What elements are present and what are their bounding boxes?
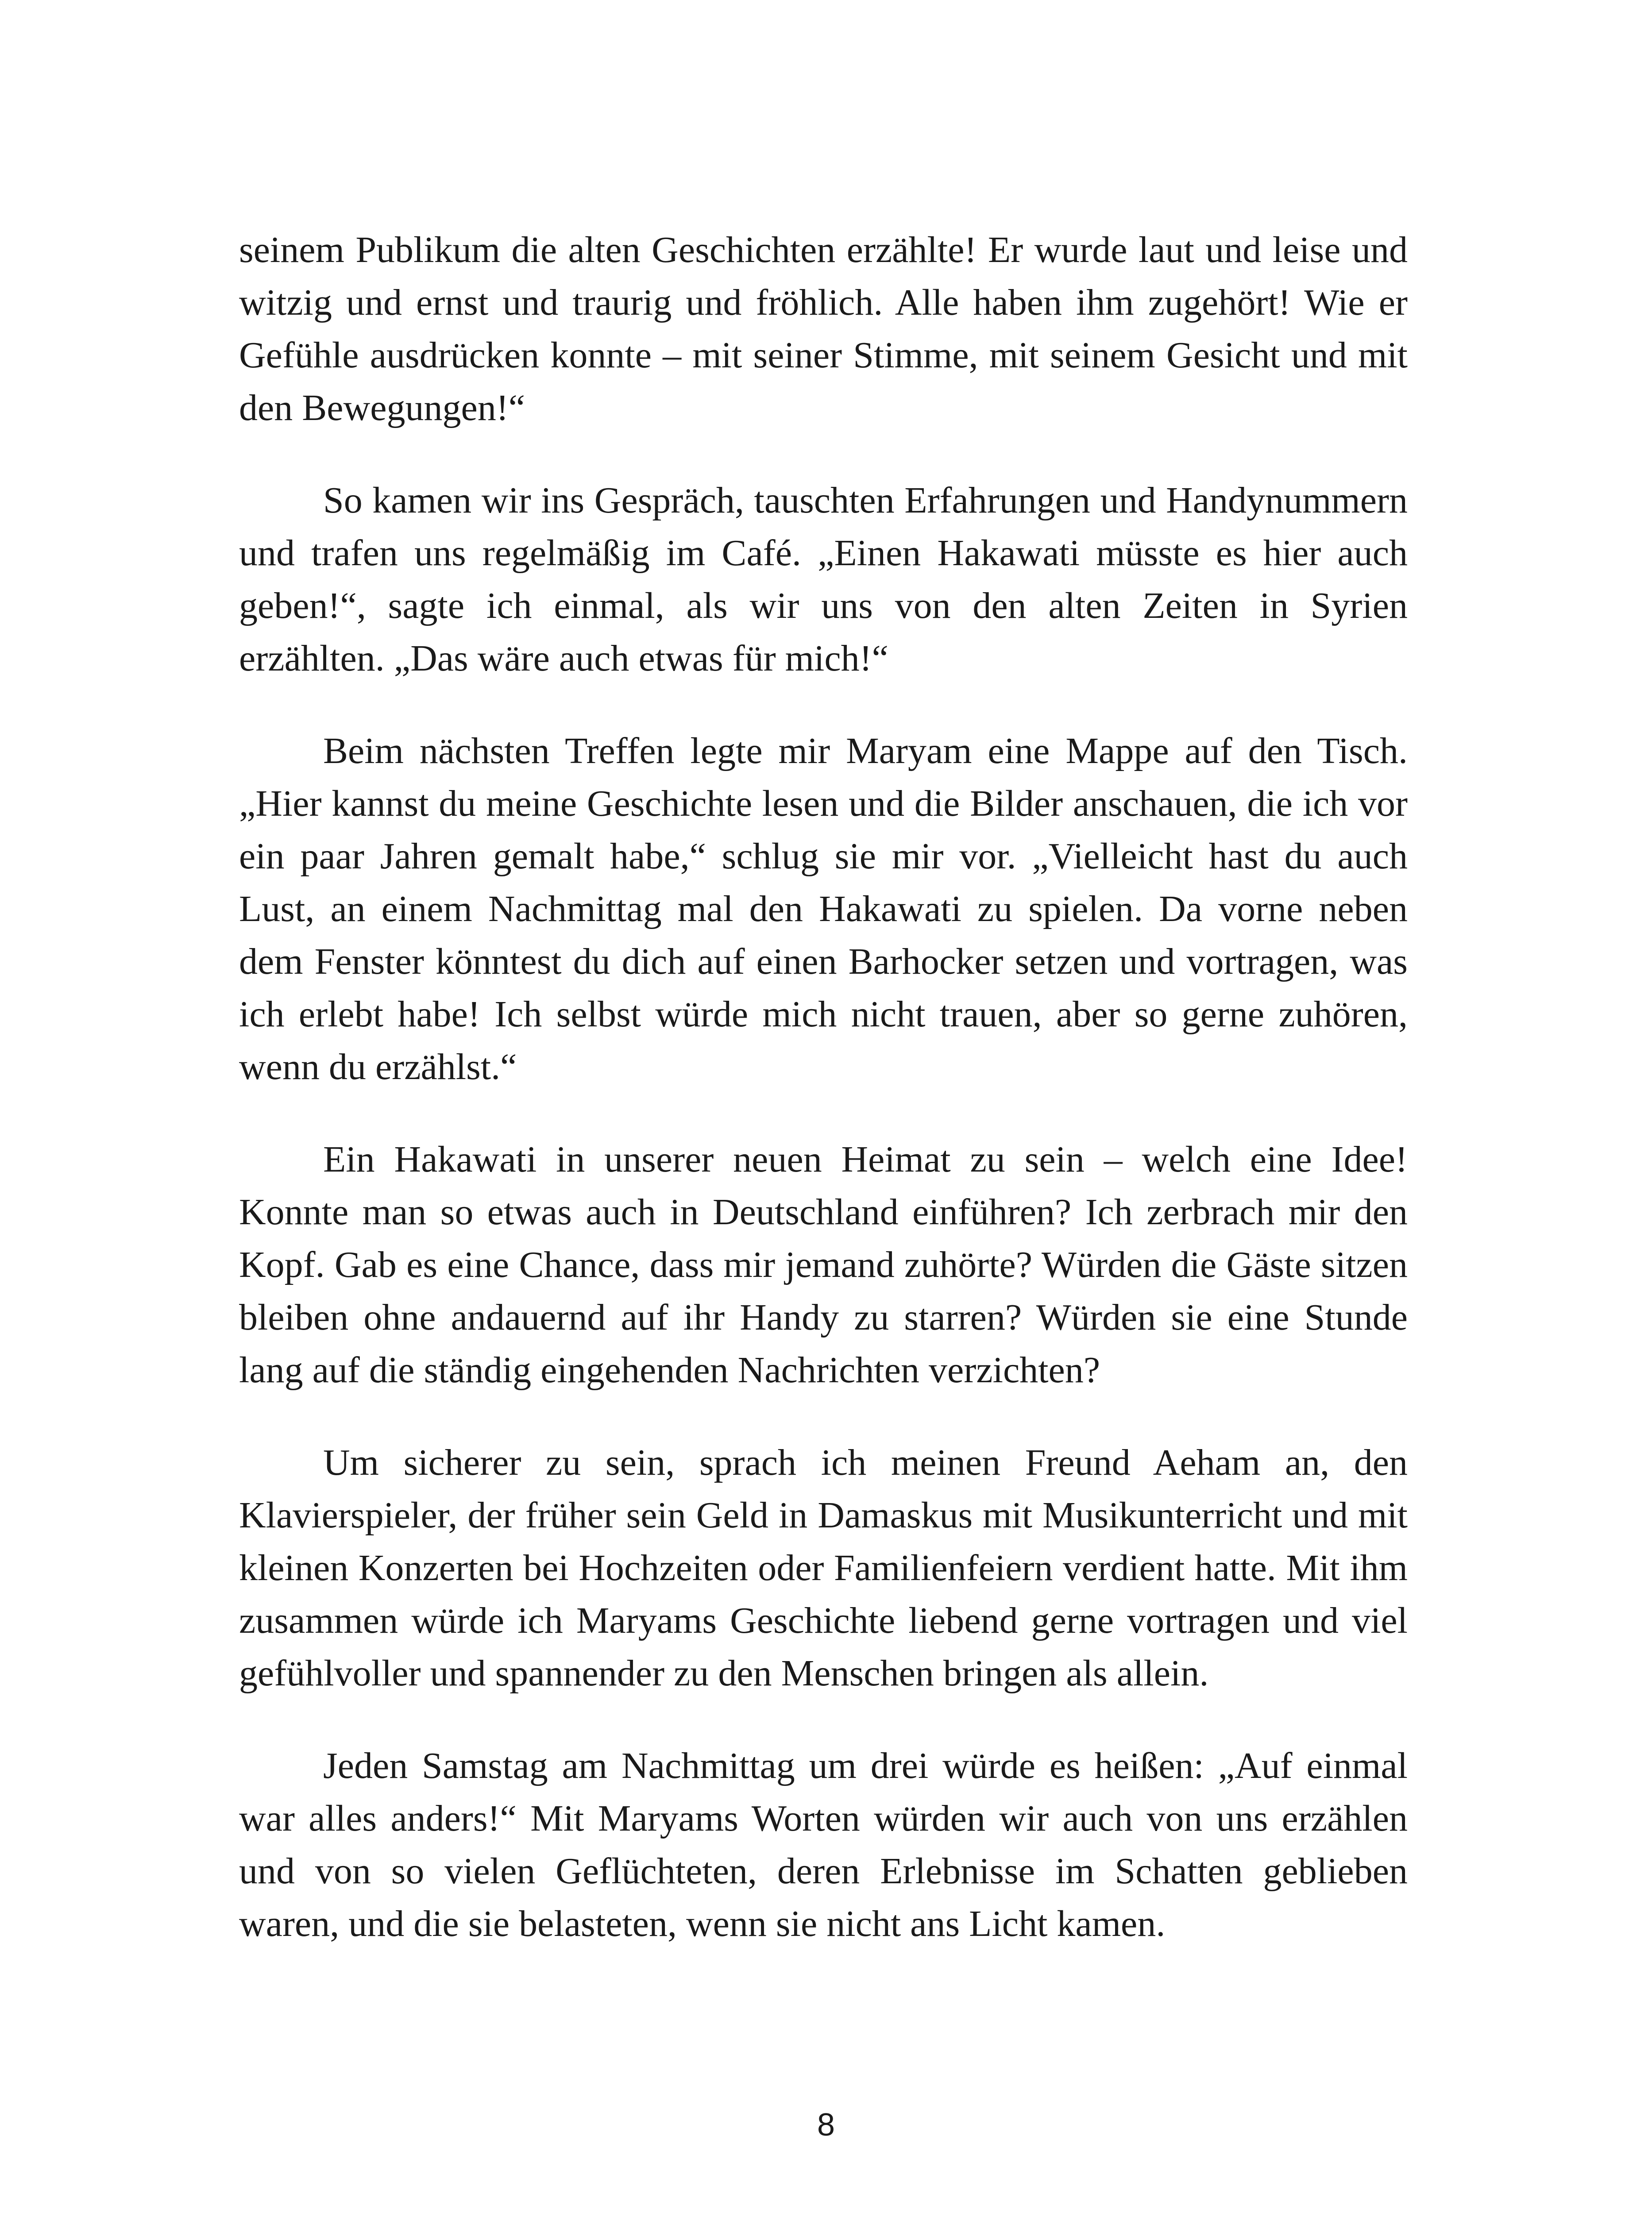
paragraph-4: Ein Hakawati in unserer neuen Heimat zu sein – welch eine Idee! Konnte man so etwas auch in Deutschland einführen? Ich zerbrach mir den Kopf. Gab es eine Chance, dass mir jemand zuhörte? Würden die Gäste sitzen bleiben ohne andauernd auf ihr Handy zu starren? Würden sie eine Stunde lang auf die ständig eingehenden Nachrichten verzichten? [239, 1139, 1408, 1391]
paragraph-2: So kamen wir ins Gespräch, tauschten Erfahrungen und Handynummern und trafen uns regelmäßig im Café. „Einen Hakawati müsste es hier auch geben!“, sagte ich einmal, als wir uns von den alten Zeiten in Syrien erzählten. „Das wäre auch etwas für mich!“ [239, 480, 1408, 679]
page-number: 8 [817, 2107, 835, 2143]
paragraph-3: Beim nächsten Treffen legte mir Maryam eine Mappe auf den Tisch. „Hier kannst du meine Geschichte lesen und die Bilder anschauen, die ich vor ein paar Jahren gemalt habe,“ schlug sie mir vor. „Vielleicht hast du auch Lust, an einem Nachmittag mal den Hakawati zu spielen. Da vorne neben dem Fenster könntest du dich auf einen Barhocker setzen und vortragen, was ich erlebt habe! Ich selbst würde mich nicht trauen, aber so gerne zuhören, wenn du erzählst.“ [239, 730, 1408, 1087]
paragraph-1: seinem Publikum die alten Geschichten erzählte! Er wurde laut und leise und witzig und ernst und traurig und fröhlich. Alle haben ihm zugehört! Wie er Gefühle ausdrücken konnte – mit seiner Stimme, mit seinem Gesicht und mit den Bewegungen!“ [239, 229, 1408, 428]
paragraph-6: Jeden Samstag am Nachmittag um drei würde es heißen: „Auf einmal war alles anders!“ Mit Maryams Worten würden wir auch von uns erzählen und von so vielen Geflüchteten, deren Erlebnisse im Schatten geblieben waren, und die sie belasteten, wenn sie nicht ans Licht kamen. [239, 1745, 1408, 1944]
paragraph-5: Um sicherer zu sein, sprach ich meinen Freund Aeham an, den Klavierspieler, der früher sein Geld in Damaskus mit Musikunterricht und mit kleinen Konzerten bei Hochzeiten oder Familienfeiern verdient hatte. Mit ihm zusammen würde ich Maryams Geschichte liebend gerne vortragen und viel gefühlvoller und spannender zu den Menschen bringen als allein. [239, 1442, 1408, 1694]
body-text [239, 224, 1408, 1990]
